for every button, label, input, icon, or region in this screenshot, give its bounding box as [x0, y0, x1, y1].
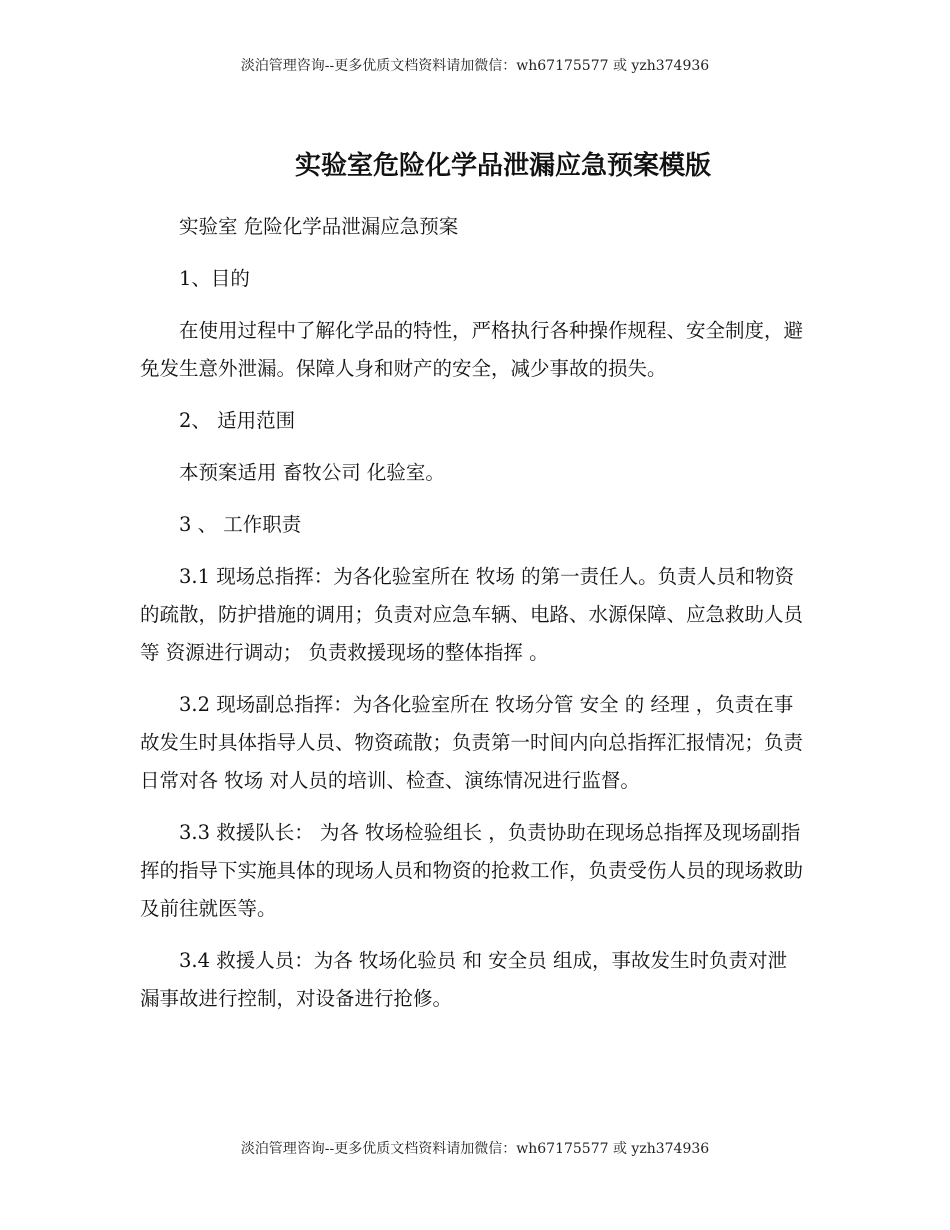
paragraph-duty-3-3: 3.3 救援队长： 为各 牧场检验组长 ，负责协助在现场总指挥及现场副指挥的指导下实施具体的现场人员和物资的抢救工作，负责受伤人员的现场救助及前往就医等。 [140, 821, 804, 920]
paragraph-duty-3-4: 3.4 救援人员：为各 牧场化验员 和 安全员 组成，事故发生时负责对泄漏事故进行控制，对设备进行抢修。 [140, 949, 788, 1010]
page-footer: 淡泊管理咨询--更多优质文档资料请加微信：wh67175577 或 yzh374936 [240, 1141, 710, 1157]
paragraph-duty-3-1: 3.1 现场总指挥：为各化验室所在 牧场 的第一责任人。负责人员和物资的疏散，防护措施的调用；负责对应急车辆、电路、水源保障、应急救助人员等 资源进行调动； 负责救援现场的整体指挥 。 [140, 565, 804, 664]
page-header: 淡泊管理咨询--更多优质文档资料请加微信：wh67175577 或 yzh374936 [240, 58, 710, 74]
section-heading-scope: 2、 适用范围 [179, 409, 296, 432]
paragraph-subtitle: 实验室 危险化学品泄漏应急预案 [179, 215, 459, 238]
document-title: 实验室危险化学品泄漏应急预案模版 [294, 151, 711, 181]
section-heading-purpose: 1、目的 [179, 267, 250, 290]
paragraph-duty-3-2: 3.2 现场副总指挥：为各化验室所在 牧场分管 安全 的 经理 ，负责在事故发生时具体指导人员、物资疏散；负责第一时间内向总指挥汇报情况；负责日常对各 牧场 对人员的培训、检查、演练情况进行监督。 [140, 693, 804, 792]
paragraph-scope: 本预案适用 畜牧公司 化验室。 [179, 461, 445, 484]
section-heading-duties: 3 、 工作职责 [179, 513, 302, 536]
paragraph-purpose: 在使用过程中了解化学品的特性，严格执行各种操作规程、安全制度，避免发生意外泄漏。保障人身和财产的安全，减少事故的损失。 [140, 319, 804, 380]
document-body [140, 208, 805, 1032]
